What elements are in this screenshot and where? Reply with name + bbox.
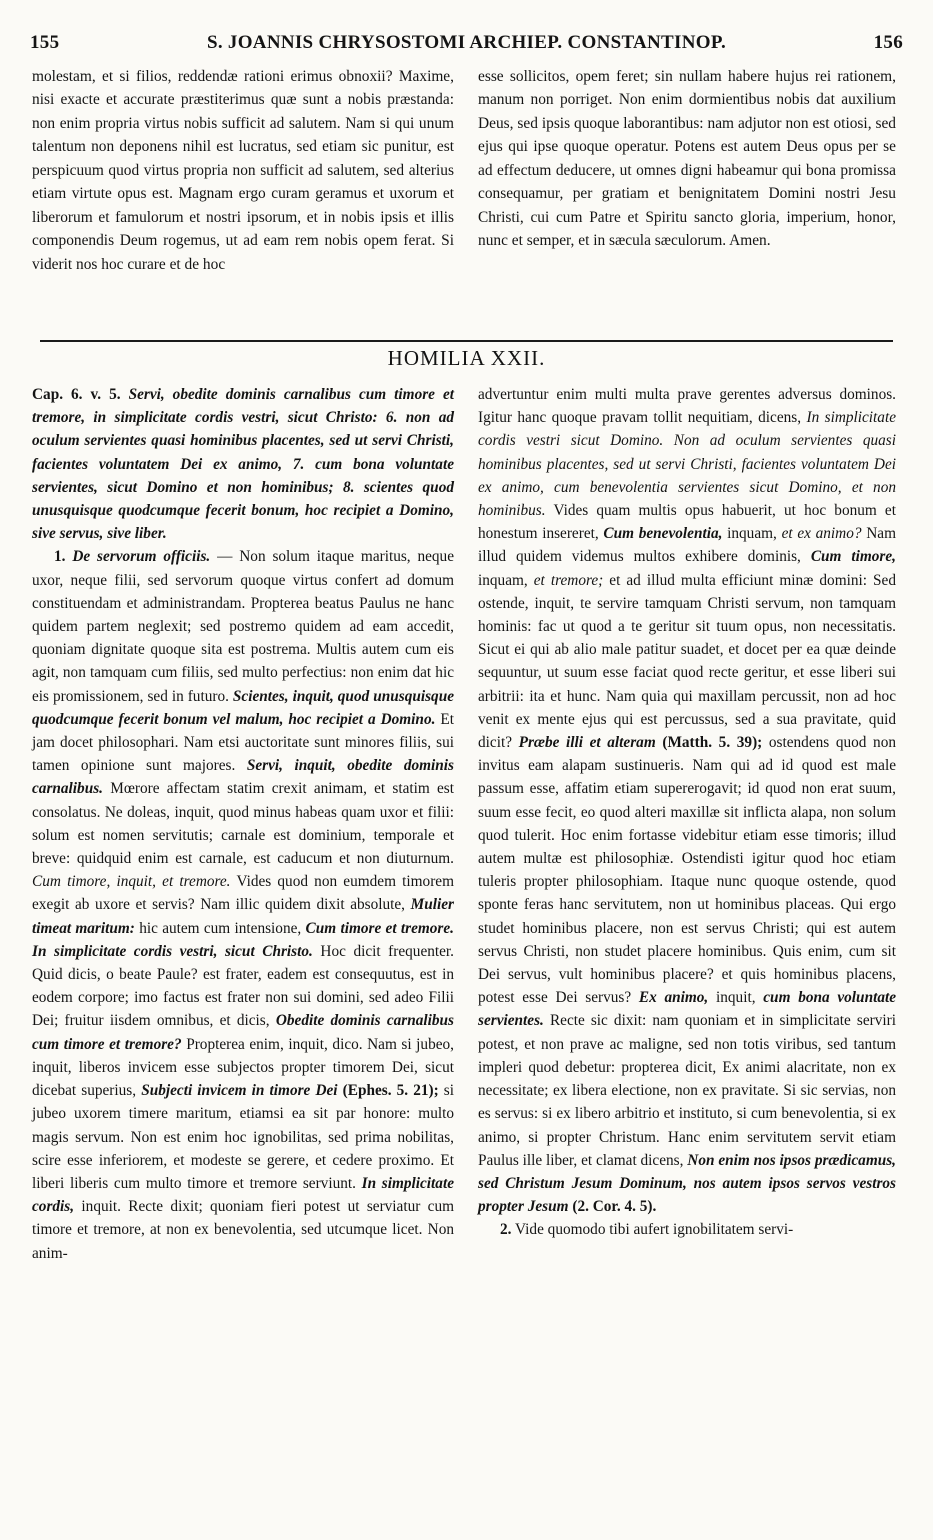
text-run: ostendens quod non invitus eam alapam sustinueris. Nam qui ad id quod est male passum esse, affatim etiam supererogavit; id quod non erat suum, suum esse fecit, eo quod alteri maxillæ sit inflicta alapa, non solum quod tulerit. Hoc enim fortasse videbitur etiam esse timoris; illud autem multæ est philosophiæ. Ostendisti igitur quod hoc etiam tuleris propter philosophiam. Itaque nunc quoque ostende, quod sponte feras hanc servitutem, non ut hominibus placeas. Qui ergo studet hominibus placere, non est servus Christi; qui est autem servus Christi, non studet placere hominibus. Quis enim, cum sit Dei servus, vult hominibus placere? et quis hominibus placens, potest esse Dei servus?: [478, 734, 896, 1007]
section-rule: [40, 340, 893, 342]
section-number: 2.: [500, 1221, 512, 1239]
text-run: advertuntur enim multi multa prave gerentes adversus dominos. Igitur hanc quoque pravam tollit nequitiam, dicens,: [478, 386, 896, 427]
text-run: — Non solum itaque maritus, neque uxor, neque filii, sed servorum quoque virtus confert ad domum constituendam et administrandam. Propterea beatus Paulus ne hanc quidem partem neglexit; sed postremo quidem ad eam accedit, quoniam dignitate quoque sita est postrema. Multis autem cum eis agit, non tamquam cum filiis, sed multo perfectius: non enim dat hic eis promissionem, sed in futuro.: [32, 548, 454, 705]
body-paragraph: [478, 383, 896, 1218]
top-right-paragraph: esse sollicitos, opem feret; sin nullam habere hujus rei rationem, manum non porriget. Non enim dormientibus nobis dat auxilium Deus, sed ipsis quoque laborantibus: nam adjutor non est otiosi, sed ejus qui ipse quoque operatur. Potens est autem Deus opus per se ad effectum deducere, ut omnes digni habeamur qui bona promissa consequamur, per gratiam et benignitatem Domini nostri Jesu Christi, cui cum Patre et Spiritu sancto gloria, imperium, honor, nunc et semper, et in sæcula sæculorum. Amen.: [478, 68, 896, 250]
quotation: Præbe illi et alteram: [518, 734, 656, 752]
quotation: Cum timore et tremore. In simplicitate cordis vestri, sicut Christo.: [32, 919, 454, 960]
text-run: Mœrore affectam statim crexit animam, et statim est consolatus. Ne doleas, inquit, quod minus habeas quam uxor et filii: solum est nomen servitutis; carnale est dominium, temporale et breve: quidquid enim est carnale, est caducum et non diuturnum.: [32, 780, 455, 868]
text-run: Recte sic dixit: nam quoniam et in simplicitate serviri potest, et non prave ac maligne, sed non totis viribus, sed tantum impleri quod debetur: propterea dicit, Ex animi alacritate, non ex necessitate; ex libera electione, non ex pravitate. Si sic servias, non es servus: si ex libero arbitrio et instituto, si cum benevolentia, si ex animo, si propter Christum. Hanc enim servitutem servit etiam Paulus ille liber, et clamat dicens,: [478, 1012, 896, 1169]
scripture-reference: (Ephes. 5. 21);: [342, 1082, 439, 1100]
text-run: Vide quomodo tibi aufert ignobilitatem servi-: [515, 1221, 794, 1239]
quotation: Non enim nos ipsos prædicamus, sed Christum Jesum Dominum, nos autem ipsos servos vestros propter Jesum: [478, 1151, 896, 1216]
chapter-verse-block: [32, 383, 454, 545]
text-run: inquit. Recte dixit; quoniam fieri potest ut serviatur cum timore et tremore, at non ex benevolentia, sed utcumque licet. Non anim-: [32, 1198, 455, 1262]
text-run: Hoc dicit frequenter. Quid dicis, o beate Paule? est frater, eadem est consequutus, est in eodem corpore; imo factus est frater non sui domini, sed adeo Filii Dei; fruitur iisdem omnibus, et dicis,: [32, 942, 455, 1030]
bottom-right-column: [478, 383, 896, 1242]
page-number-right: 156: [873, 32, 903, 53]
running-title: S. JOANNIS CHRYSOSTOMI ARCHIEP. CONSTANTINOP.: [206, 32, 727, 53]
quotation: Subjecti invicem in timore Dei: [141, 1082, 338, 1100]
text-run: et ad illud multa efficiunt minæ domini: Sed ostende, inquit, te servire tamquam Christi servum, non tamquam hominis: fac ut quod a te geritur sit tuum opus, non necessitatis. Sicut ei qui ab alio male patitur suadet, et docet per ea quæ deinde sequuntur, ut suum esse faciat quod recte geritur, et esse liberi sui arbitrii: ita et hunc. Nam quia qui maxillam percussit, non ad hoc venit ex mente ejus qui est percussus, sed a sua pravitate, quid dicit?: [478, 571, 896, 752]
scripture-reference: (Matth. 5. 39);: [662, 734, 763, 752]
text-run: inquam,: [478, 571, 528, 589]
quotation: cum bona voluntate servientes.: [478, 989, 897, 1030]
quotation: Mulier timeat maritum:: [32, 896, 454, 937]
scripture-verse: Servi, obedite dominis carnalibus cum timore et tremore, in simplicitate cordis vestri, sicut Christo: 6. non ad oculum servientes quasi hominibus placentes, sed ut servi Christi, facientes voluntatem Dei ex animo, 7. cum bona voluntate servientes, sicut Domino et non hominibus; 8. scientes quod unusquisque quodcumque fecerit bonum, hoc recipiet a Domino, sive servus, sive liber.: [32, 386, 454, 543]
chapter-label: Cap. 6. v. 5.: [32, 386, 121, 403]
quotation: In simplicitate cordis vestri sicut Domino. Non ad oculum servientes quasi hominibus placentes, sed ut servi Christi, facientes voluntatem Dei ex animo, cum benevolentia servientes sicut Domino, et non hominibus.: [478, 409, 896, 520]
quotation: et tremore;: [533, 571, 604, 589]
running-head: [30, 32, 903, 62]
quotation: Ex animo,: [638, 989, 709, 1007]
quotation: In simplicitate cordis,: [32, 1174, 454, 1216]
section-number: 1.: [54, 548, 66, 566]
text-run: si jubeo uxorem timere maritum, etiamsi ea sit par honore: multo magis servum. Non est enim hoc ignobilitas, sed prima nobilitas, scire esse inferiorem, et modeste se gerere, et cedere proximo. Et liberi liberis cum multo timore et tremore serviunt.: [32, 1082, 454, 1192]
quotation: Obedite dominis carnalibus cum timore et tremore?: [32, 1012, 455, 1053]
page-number-left: 155: [30, 32, 60, 53]
body-paragraph: [478, 1218, 896, 1241]
text-run: Vides quod non eumdem timorem exegit ab uxore et servis? Nam illic quidem dixit absolute,: [32, 873, 454, 914]
scripture-reference: (2. Cor. 4. 5).: [572, 1198, 657, 1216]
quotation: Scientes, inquit, quod unusquisque quodcumque fecerit bonum vel malum, hoc recipiet a Domino.: [32, 687, 454, 728]
text-run: hic autem cum intensione,: [139, 919, 302, 937]
quotation: Servi, inquit, obedite dominis carnalibus.: [32, 757, 454, 798]
quotation: et ex animo?: [781, 525, 862, 543]
text-run: inquam,: [727, 525, 777, 543]
quotation: Cum timore, inquit, et tremore.: [32, 873, 231, 891]
bottom-left-column: [32, 383, 454, 1265]
text-run: Propterea enim, inquit, dico. Nam si jubeo, inquit, liberos invicem esse subjectos propter timorem Dei, sicut dicebat superius,: [32, 1035, 454, 1100]
section-heading: De servorum officiis.: [72, 548, 211, 566]
top-right-column: [478, 65, 896, 253]
text-run: Et jam docet philosophari. Nam etsi auctoritate sunt minores filiis, sui tamen opinione sunt majores.: [32, 710, 454, 775]
text-run: Vides quam multis opus habuerit, ut hoc bonum et honestum insereret,: [478, 502, 896, 543]
top-left-column: [32, 65, 454, 276]
text-run: inquit,: [716, 989, 756, 1007]
text-run: Nam illud quidem videmus multos exhibere dominis,: [478, 525, 896, 566]
quotation: Cum benevolentia,: [603, 525, 723, 543]
homily-title: HOMILIA XXII.: [387, 346, 546, 370]
top-left-paragraph: molestam, et si filios, reddendæ rationi erimus obnoxii? Maxime, nisi exacte et accurate præstiterimus quæ sunt a nobis præstanda: non enim propria virtus nobis sufficit ad salutem. Nam si qui unum talentum non deponens nihil est lucratus, sed etiam sic punitur, est perspicuum quod virtus propria non sufficit ad salutem, sed alterius etiam virtute opus est. Magnam ergo curam geramus et uxorum et liberorum et famulorum et nostri ipsorum, et in nobis ipsis et illis componendis Deum rogemus, ut ad eam rem nobis opem ferat. Si viderit nos hoc curare et de hoc: [32, 68, 454, 273]
quotation: Cum timore,: [810, 548, 897, 566]
body-paragraph: [32, 545, 454, 1264]
